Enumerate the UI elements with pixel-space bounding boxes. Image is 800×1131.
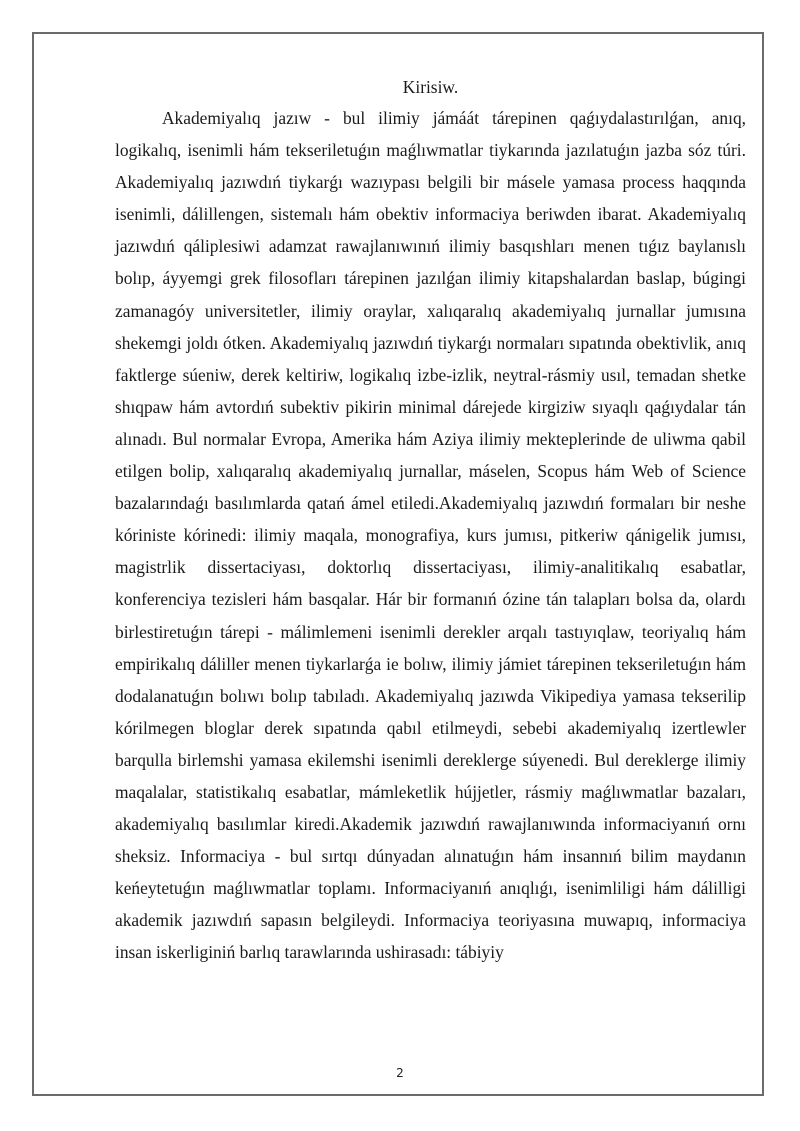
- document-content: [115, 72, 746, 969]
- page-number: 2: [396, 1066, 404, 1080]
- body-paragraph: Akademiyalıq jazıw - bul ilimiy jámáát tárepinen qaǵıydalastırılǵan, anıq, logikalıq, isenimli hám tekseriletuǵın maǵlıwmatlar tiykarında jazılatuǵın jazba sóz túri. Akademiyalıq jazıwdıń tiykarǵı wazıypası belgili bir másele yamasa process haqqında isenimli, dálillengen, sistemalı hám obektiv informaciya beriwden ibarat. Akademiyalıq jazıwdıń qáliplesiwi adamzat rawajlanıwınıń ilimiy basqıshları menen tıǵız baylanıslı bolıp, áyyemgi grek filosofları tárepinen jazılǵan ilimiy kitapshalardan baslap, búgingi zamanagóy universitetler, ilimiy oraylar, xalıqaralıq akademiyalıq jurnallar jumısına shekemgi joldı ótken. Akademiyalıq jazıwdıń tiykarǵı normaları sıpatında obektivlik, anıq faktlerge súeniw, derek keltiriw, logikalıq izbe-izlik, neytral-rásmiy usıl, temadan shetke shıqpaw hám avtordıń subektiv pikirin minimal dárejede kirgiziw sıyaqlı qaǵıydalar tán alınadı. Bul normalar Evropa, Amerika hám Aziya ilimiy mekteplerinde de uliwma qabil etilgen bolip, xalıqaralıq akademiyalıq jurnallar, máselen, Scopus hám Web of Science bazalarındaǵı basılımlarda qatań ámel etiledi.Akademiyalıq jazıwdıń formaları bir neshe kóriniste kórinedi: ilimiy maqala, monografiya, kurs jumısı, pitkeriw qánigelik jumısı, magistrlik dissertaciyası, doktorlıq dissertaciyası, ilimiy-analitikalıq esabatlar, konferenciya tezisleri hám basqalar. Hár bir formanıń ózine tán talapları bolsa da, olardı birlestiretuǵın tárepi - málimlemeni isenimli derekler arqalı tastıyıqlaw, teoriyalıq hám empirikalıq dáliller menen tiykarlarǵa ie bolıw, ilimiy jámiet tárepinen tekseriletuǵın hám dodalanatuǵın bolıwı bolıp tabıladı. Akademiyalıq jazıwda Vikipediya yamasa tekserilip kórilmegen bloglar derek sıpatında qabıl etilmeydi, sebebi akademiyalıq izertlewler barqulla birlemshi yamasa ekilemshi isenimli dereklerge súyenedi. Bul dereklerge ilimiy maqalalar, statistikalıq esabatlar, mámleketlik hújjetler, rásmiy maǵlıwmatlar bazaları, akademiyalıq basılımlar kiredi.Akademik jazıwdıń rawajlanıwında informaciyanıń ornı sheksiz. Informaciya - bul sırtqı dúnyadan alınatuǵın hám insannıń bilim maydanın keńeytetuǵın maǵlıwmatlar toplamı. Informaciyanıń anıqlıǵı, isenimliligi hám dálilligi akademik jazıwdıń sapasın belgileydi. Informaciya teoriyasına muwapıq, informaciya insan iskerliginiń barlıq tarawlarında ushirasadı: tábiyiy: [115, 108, 746, 963]
- document-title: Kirisiw.: [402, 77, 459, 97]
